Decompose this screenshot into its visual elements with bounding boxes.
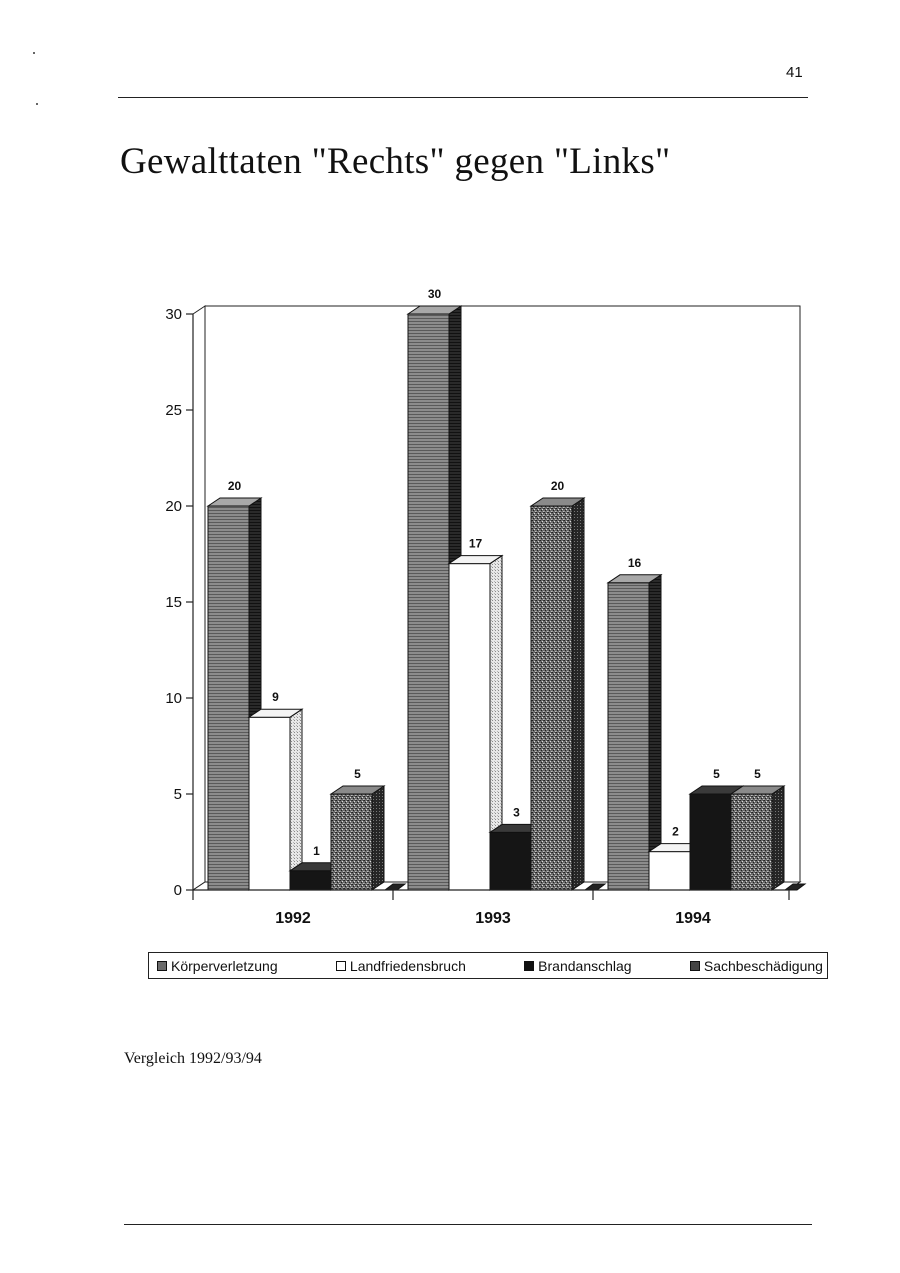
bar-side-face xyxy=(372,786,384,890)
legend-item-sachbeschaedigung xyxy=(690,958,823,974)
bar-data-label: 2 xyxy=(672,824,679,839)
legend-swatch-sachbeschaedigung xyxy=(690,961,700,971)
legend-swatch-koerperverletzung xyxy=(157,961,167,971)
x-category-label: 1992 xyxy=(275,910,311,927)
bar-data-label: 5 xyxy=(754,767,761,781)
legend-swatch-landfriedensbruch xyxy=(336,961,346,971)
bar-Sachbeschädigung-1992 xyxy=(331,794,372,890)
bar-data-label: 5 xyxy=(713,767,720,781)
bar-side-face xyxy=(772,786,784,890)
bar-Körperverletzung-1993 xyxy=(408,314,449,890)
legend-item-brandanschlag xyxy=(524,958,631,974)
bar-side-face xyxy=(572,498,584,890)
chart-title: Gewalttaten "Rechts" gegen "Links" xyxy=(120,141,671,182)
y-tick-label: 15 xyxy=(165,594,182,611)
y-tick-label: 0 xyxy=(173,882,182,899)
y-tick-label: 5 xyxy=(173,786,182,803)
y-tick-label: 10 xyxy=(165,690,182,707)
bar-Sachbeschädigung-1994 xyxy=(731,794,772,890)
bar-Landfriedensbruch-1993 xyxy=(449,564,490,890)
bar-Brandanschlag-1992 xyxy=(290,871,331,890)
x-category-label: 1994 xyxy=(675,910,711,927)
bar-data-label: 3 xyxy=(513,805,520,820)
scan-mark xyxy=(33,52,35,54)
bar-data-label: 20 xyxy=(227,479,242,493)
bar-Landfriedensbruch-1994 xyxy=(649,852,690,890)
legend-swatch-brandanschlag xyxy=(524,961,534,971)
y-tick-label: 20 xyxy=(165,498,182,515)
bar-Landfriedensbruch-1992 xyxy=(249,717,290,890)
bar-side-face xyxy=(290,709,302,890)
y-tick-label: 30 xyxy=(165,306,182,323)
bar-data-label: 17 xyxy=(468,536,483,551)
legend-label-landfriedensbruch: Landfriedensbruch xyxy=(349,957,466,974)
legend-label-brandanschlag: Brandanschlag xyxy=(538,957,632,974)
chart-side-wall xyxy=(193,306,205,890)
bar-Brandanschlag-1993 xyxy=(490,832,531,890)
bar-Sachbeschädigung-1993 xyxy=(531,506,572,890)
bar-data-label: 30 xyxy=(427,287,442,301)
footer-rule xyxy=(124,1224,812,1225)
legend-label-koerperverletzung: Körperverletzung xyxy=(171,957,278,974)
y-tick-label: 25 xyxy=(165,402,182,419)
bar-Körperverletzung-1994 xyxy=(608,583,649,890)
chart-legend xyxy=(148,952,828,979)
bar-data-label: 20 xyxy=(550,479,565,493)
legend-item-landfriedensbruch xyxy=(336,958,466,974)
bar-data-label: 9 xyxy=(272,690,279,705)
bar-data-label: 1 xyxy=(313,843,320,858)
page-number: 41 xyxy=(786,64,803,81)
legend-label-sachbeschaedigung: Sachbeschädigung xyxy=(703,957,823,974)
bar-side-face xyxy=(649,575,661,890)
bar-data-label: 5 xyxy=(354,767,361,781)
figure-caption: Vergleich 1992/93/94 xyxy=(124,1050,262,1067)
legend-item-koerperverletzung xyxy=(157,958,278,974)
bar-data-label: 16 xyxy=(627,555,642,570)
x-category-label: 1993 xyxy=(475,910,511,927)
scan-mark xyxy=(36,103,38,105)
bar-Brandanschlag-1994 xyxy=(690,794,731,890)
bar-Körperverletzung-1992 xyxy=(208,506,249,890)
